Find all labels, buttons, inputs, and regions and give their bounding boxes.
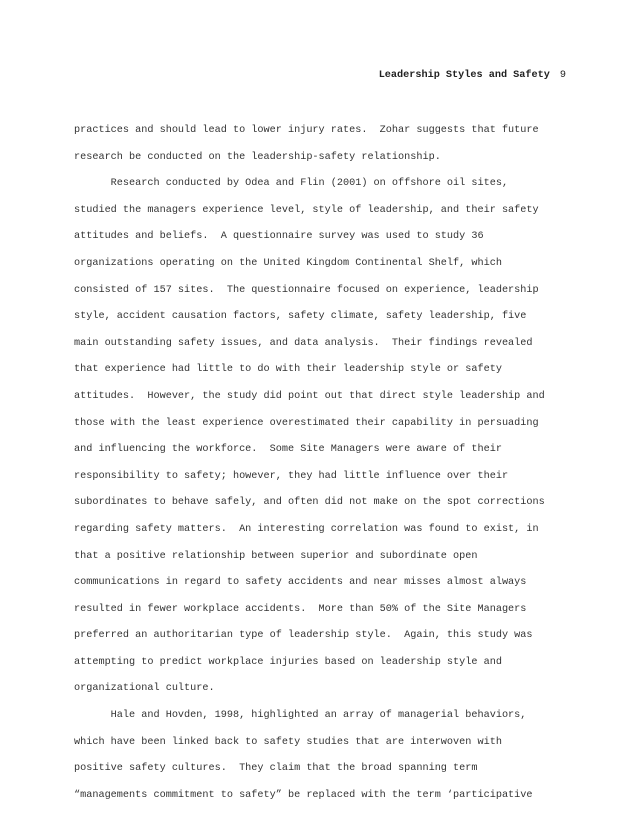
running-title: Leadership Styles and Safety [378,70,550,81]
text-line: style, accident causation factors, safety climate, safety leadership, five [74,311,527,323]
text-line: attitudes. However, the study did point out that direct style leadership and [74,390,545,402]
text-line: preferred an authoritarian type of leadership style. Again, this study was [74,630,533,642]
text-line: positive safety cultures. They claim that the broad spanning term [74,763,478,775]
text-line: that experience had little to do with their leadership style or safety [74,364,502,376]
text-line: studied the managers experience level, style of leadership, and their safety [74,204,539,216]
text-line: Hale and Hovden, 1998, highlighted an array of managerial behaviors, [74,710,527,722]
text-line: resulted in fewer workplace accidents. More than 50% of the Site Managers [74,603,527,615]
text-line: subordinates to behave safely, and often did not make on the spot corrections [74,497,545,509]
text-line: communications in regard to safety accidents and near misses almost always [74,577,527,589]
text-line: responsibility to safety; however, they had little influence over their [74,470,509,482]
text-line: Research conducted by Odea and Flin (2001) on offshore oil sites, [74,178,509,190]
running-header [379,70,566,81]
text-line: consisted of 157 sites. The questionnaire focused on experience, leadership [74,284,539,296]
text-line: which have been linked back to safety studies that are interwoven with [74,736,502,748]
text-line: attitudes and beliefs. A questionnaire survey was used to study 36 [74,231,484,243]
text-line: and influencing the workforce. Some Site Managers were aware of their [74,444,502,456]
page-number: 9 [559,70,566,81]
text-line: “managements commitment to safety” be replaced with the term ‘participative [74,789,533,801]
body-text [74,118,574,809]
text-line: research be conducted on the leadership-safety relationship. [74,151,441,163]
text-line: main outstanding safety issues, and data analysis. Their findings revealed [74,337,533,349]
text-line: organizational culture. [74,683,215,695]
text-line: regarding safety matters. An interesting correlation was found to exist, in [74,523,539,535]
text-line: organizations operating on the United Kingdom Continental Shelf, which [74,257,502,269]
text-line: those with the least experience overestimated their capability in persuading [74,417,539,429]
text-line: practices and should lead to lower injury rates. Zohar suggests that future [74,125,539,136]
text-line: attempting to predict workplace injuries based on leadership style and [74,656,502,668]
text-line: that a positive relationship between superior and subordinate open [74,550,478,562]
